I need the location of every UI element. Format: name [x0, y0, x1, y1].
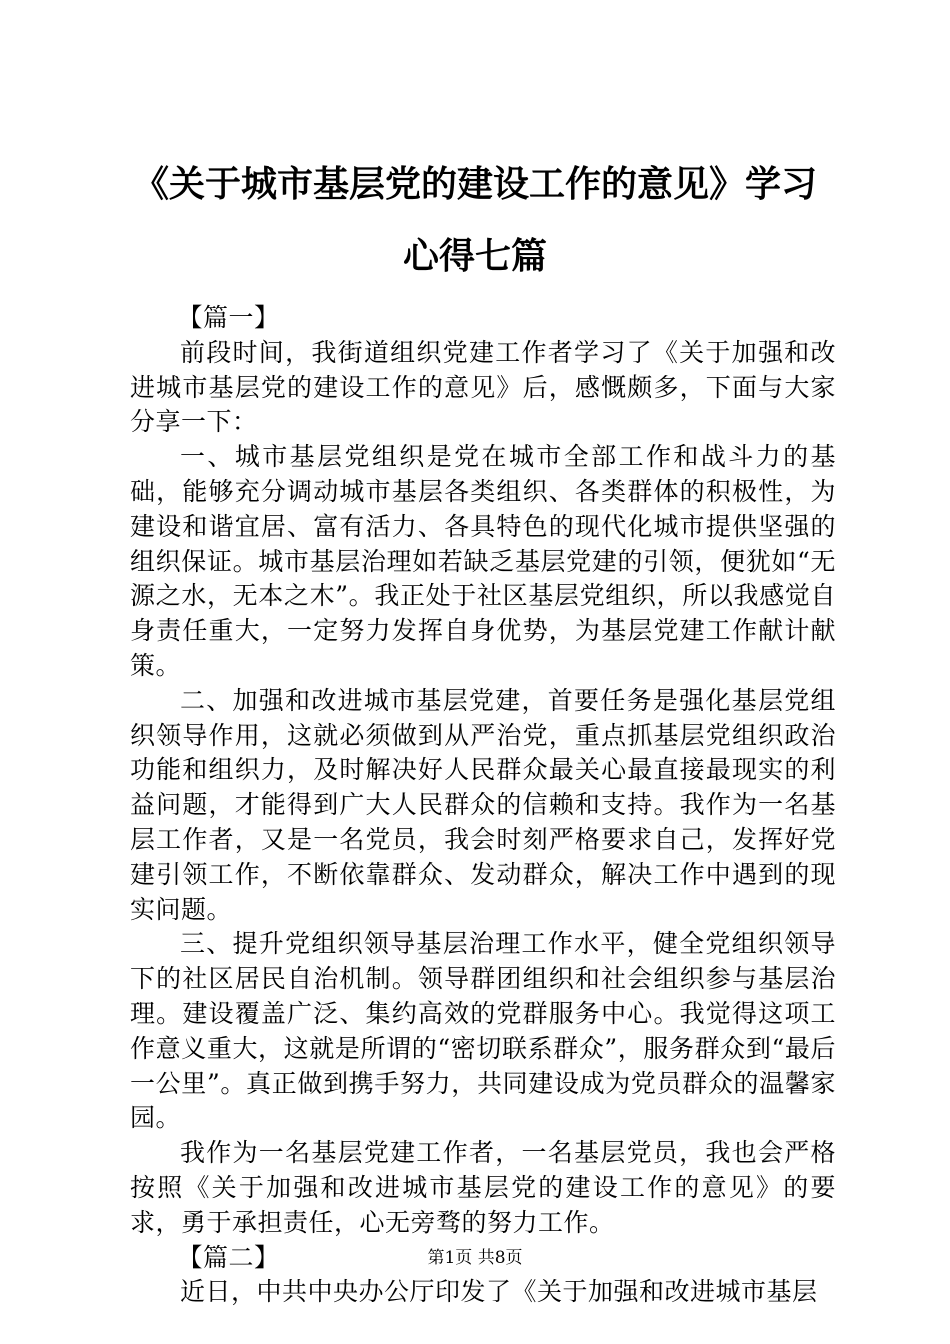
paragraph-point-1: 一、城市基层党组织是党在城市全部工作和战斗力的基础，能够充分调动城市基层各类组织、各类群体的积极性，为建设和谐宜居、富有活力、各具特色的现代化城市提供坚强的组织保证。城市基层治理如若缺乏基层党建的引领，便犹如“无源之水，无本之木”。我正处于社区基层党组织，所以我感觉自身责任重大，一定努力发挥自身优势，为基层党建工作献计献策。: [130, 442, 836, 680]
page-footer: 第1页 共8页: [427, 1248, 523, 1268]
paragraph-intro: 前段时间，我街道组织党建工作者学习了《关于加强和改进城市基层党的建设工作的意见》后，感慨颇多，下面与大家分享一下：: [130, 337, 836, 437]
paragraph-section-2-start: 近日，中共中央办公厅印发了《关于加强和改进城市基层: [180, 1277, 818, 1307]
paragraph-point-2: 二、加强和改进城市基层党建，首要任务是强化基层党组织领导作用，这就必须做到从严治党，重点抓基层党组织政治功能和组织力，及时解决好人民群众最关心最直接最现实的利益问题，才能得到广大人民群众的信赖和支持。我作为一名基层工作者，又是一名党员，我会时刻严格要求自己，发挥好党建引领工作，不断依靠群众、发动群众，解决工作中遇到的现实问题。: [130, 685, 836, 924]
document-body: [130, 301, 836, 1310]
document-title: 《关于城市基层党的建设工作的意见》学习心得七篇: [132, 163, 817, 277]
paragraph-point-3: 三、提升党组织领导基层治理工作水平，健全党组织领导下的社区居民自治机制。领导群团组织和社会组织参与基层治理。建设覆盖广泛、集约高效的党群服务中心。我觉得这项工作意义重大，这就是所谓的“密切联系群众”，服务群众到“最后一公里”。真正做到携手努力，共同建设成为党员群众的温馨家园。: [130, 929, 836, 1133]
paragraph-conclusion: 我作为一名基层党建工作者，一名基层党员，我也会严格按照《关于加强和改进城市基层党的建设工作的意见》的要求，勇于承担责任，心无旁骛的努力工作。: [130, 1138, 836, 1237]
section-heading-1: 【篇一】: [177, 303, 280, 332]
section-heading-2: 【篇二】: [177, 1242, 280, 1272]
